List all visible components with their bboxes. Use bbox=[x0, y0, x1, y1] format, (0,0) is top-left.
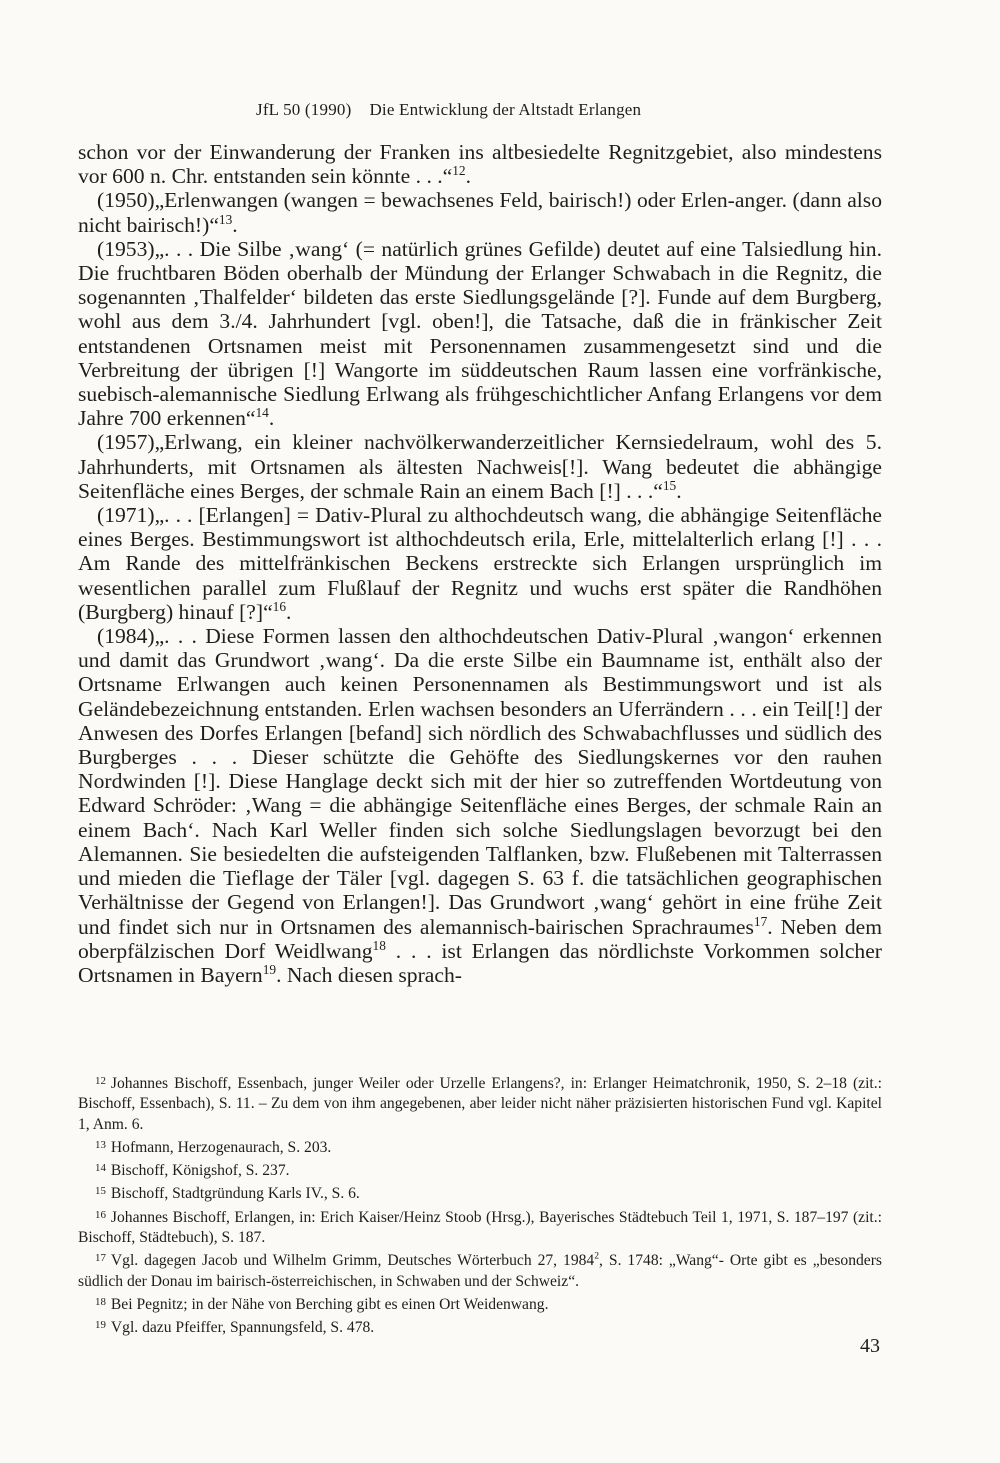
footnote: $^{15}$ Bischoff, Stadtgründung Karls IV., S. 6. bbox=[95, 1185, 360, 1203]
footnote-ref[interactable]: 19 bbox=[262, 961, 277, 977]
footnote-ref[interactable]: 13 bbox=[218, 211, 233, 227]
footnote-ref[interactable]: 16 bbox=[272, 598, 287, 614]
paragraph: (1971)„. . . [Erlangen] = Dativ-Plural zu althochdeutsch wang, die abhängige Seitenfläche eines Berges. Bestimmungswort ist althochdeutsch erila, Erle, mittelalterlich erlang [!] . . . Am Rande des mittelfränkischen Beckens erstreckte sich Erlangen ursprünglich im wesentlichen parallel zum Flußlauf der Regnitz und wuchs erst später die Randhöhen (Burgberg) hinauf [?]“$^{16}$. bbox=[78, 503, 882, 624]
footnote: $^{18}$ Bei Pegnitz; in der Nähe von Berching gibt es einen Ort Weidenwang. bbox=[95, 1295, 549, 1313]
journal-reference: JfL 50 (1990) bbox=[256, 100, 352, 119]
main-text bbox=[78, 140, 882, 987]
edition-superscript: 2 bbox=[594, 1250, 600, 1262]
footnote: $^{16}$ Johannes Bischoff, Erlangen, in: Erich Kaiser/Heinz Stoob (Hrsg.), Bayerisches Städtebuch Teil 1, 1971, S. 187–197 (zit.: Bischoff, Städtebuch), S. 187. bbox=[78, 1208, 882, 1246]
footnote-ref[interactable]: 12 bbox=[452, 163, 466, 179]
footnote-number: 17 bbox=[95, 1252, 106, 1265]
footnote: $^{17}$ Vgl. dagegen Jacob und Wilhelm Grimm, Deutsches Wörterbuch 27, 1984$^2$, S. 1748: „Wang“- Orte gibt es „besonders südlich der Donau im bairisch-österreichischen, in Schwaben und der Schweiz“. bbox=[78, 1250, 882, 1290]
footnote: $^{12}$ Johannes Bischoff, Essenbach, junger Weiler oder Urzelle Erlangens?, in: Erlanger Heimatchronik, 1950, S. 2–18 (zit.: Bischoff, Essenbach), S. 11. – Zu dem von ihm angegebenen, aber leider nicht näher präzisierten historischen Fund vgl. Kapitel 1, Anm. 6. bbox=[78, 1074, 882, 1133]
paragraph: schon vor der Einwanderung der Franken ins altbesiedelte Regnitzgebiet, also mindestens vor 600 n. Chr. entstanden sein könnte . . .“$^{12}$. bbox=[78, 140, 882, 189]
footnotes bbox=[78, 1071, 882, 1338]
footnote-number: 12 bbox=[95, 1075, 106, 1087]
footnote-number: 16 bbox=[95, 1208, 106, 1221]
paragraph: (1957)„Erlwang, ein kleiner nachvölkerwanderzeitlicher Kernsiedelraum, wohl des 5. Jahrhunderts, mit Ortsnamen als ältesten Nachweis[!]. Wang bedeutet die abhängige Seitenfläche eines Berges, der schmale Rain an einem Bach [!] . . .“$^{15}$. bbox=[78, 430, 882, 503]
footnote-number: 14 bbox=[95, 1162, 106, 1175]
footnote: $^{19}$ Vgl. dazu Pfeiffer, Spannungsfeld, S. 478. bbox=[95, 1318, 375, 1336]
footnote-number: 15 bbox=[95, 1185, 106, 1198]
footnote-ref[interactable]: 15 bbox=[662, 477, 677, 493]
paragraph: (1950)„Erlenwangen (wangen = bewachsenes Feld, bairisch!) oder Erlen-anger. (dann also nicht bairisch!)“$^{13}$. bbox=[78, 188, 882, 237]
paragraph: (1984)„. . . Diese Formen lassen den althochdeutschen Dativ-Plural ‚wangon‘ erkennen und damit das Grundwort ‚wang‘. Da die erste Silbe ein Baumname ist, enthält also der Ortsname Erlwangen auch keinen Personennamen als Bestimmungswort und ist als Geländebezeichnung entstanden. Erlen wachsen besonders an Uferrändern . . . ein Teil[!] der Anwesen des Dorfes Erlangen [befand] sich nördlich des Schwabachflusses und südlich des Burgberges . . . Dieser schützte die Gehöfte des Siedlungskernes vor den rauhen Nordwinden [!]. Diese Hanglage deckt sich mit der hier so zutreffenden Wortdeutung von Edward Schröder: ‚Wang = die abhängige Seitenfläche eines Berges, der schmale Rain an einem Bach‘. Nach Karl Weller finden sich solche Siedlungslagen bevorzugt bei den Alemannen. Sie besiedelten die aufsteigenden Talflanken, bzw. Flußebenen mit Talterrassen und mieden die Tieflage der Täler [vgl. dagegen S. 63 f. die tatsächlichen geographischen Verhältnisse der Gegend von Erlangen!]. Das Grundwort ‚wang‘ gehört in eine frühe Zeit und findet sich nur in Ortsnamen des alemannisch-bairischen Sprachraumes$^{17}$. Neben dem oberpfälzischen Dorf Weidlwang$^{18}$ . . . ist Erlangen das nördlichste Vorkommen solcher Ortsnamen in Bayern$^{19}$. Nach diesen sprach- bbox=[78, 624, 883, 987]
paragraph: (1953)„. . . Die Silbe ‚wang‘ (= natürlich grünes Gefilde) deutet auf eine Talsiedlung hin. Die fruchtbaren Böden oberhalb der Mündung der Erlanger Schwabach in die Regnitz, die sogenannten ‚Thalfelder‘ bildeten das erste Siedlungsgelände [?]. Funde auf dem Burgberg, wohl aus dem 3./4. Jahrhundert [vgl. oben!], die Tatsache, daß die in fränkischer Zeit entstandenen Ortsnamen meist mit Personennamen zusammengesetzt sind und die Verbreitung der übrigen [!] Wangorte im süddeutschen Raum lassen eine vorfränkische, suebisch-alemannische Siedlung Erlwang als frühgeschichtlicher Anfang Erlangens vor dem Jahre 700 erkennen“$^{14}$. bbox=[78, 236, 882, 431]
article-title: Die Entwicklung der Altstadt Erlangen bbox=[369, 100, 642, 119]
footnote-ref[interactable]: 17 bbox=[753, 913, 768, 929]
footnote-ref[interactable]: 14 bbox=[255, 405, 269, 421]
footnote: $^{13}$ Hofmann, Herzogenaurach, S. 203. bbox=[95, 1138, 332, 1156]
footnote-ref[interactable]: 18 bbox=[372, 937, 386, 953]
running-head bbox=[256, 100, 641, 120]
footnote-number: 18 bbox=[95, 1295, 106, 1308]
footnote-number: 19 bbox=[95, 1319, 106, 1332]
footnote: $^{14}$ Bischoff, Königshof, S. 237. bbox=[95, 1162, 290, 1180]
footnote-number: 13 bbox=[95, 1139, 106, 1152]
page-number: 43 bbox=[860, 1335, 880, 1357]
